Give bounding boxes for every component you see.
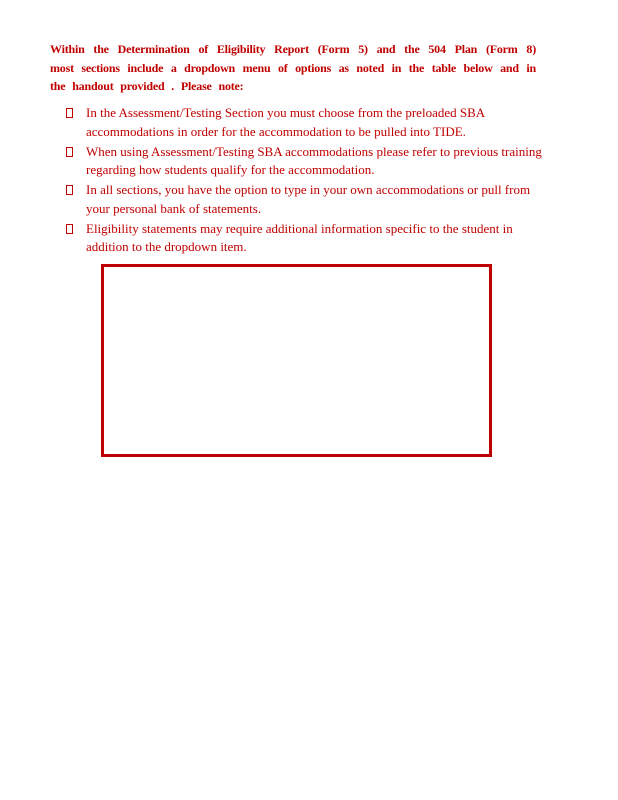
square-bullet-icon [66,108,73,118]
list-item-text: When using Assessment/Testing SBA accommodations please refer to previous training regarding how students qualify for the accommodation. [86,143,542,177]
note-list [66,104,544,258]
list-item-text: In all sections, you have the option to type in your own accommodations or pull from your personal bank of statements. [86,182,531,216]
list-item [66,143,544,180]
square-bullet-icon [66,185,73,195]
square-bullet-icon [66,224,73,234]
list-item-text: Eligibility statements may require additional information specific to the student in addition to the dropdown item. [86,220,513,254]
list-item [66,220,544,257]
empty-content-box [101,264,492,457]
list-item [66,181,544,218]
list-item-text: In the Assessment/Testing Section you must choose from the preloaded SBA accommodations in order for the accommodation to be pulled into TIDE. [86,105,485,139]
list-item [66,104,544,141]
square-bullet-icon [66,147,73,157]
intro-paragraph: Within the Determination of Eligibility Report (Form 5) and the 504 Plan (Form 8) most sections include a dropdown menu of options as noted in the table below and in the handout provided . Please note: [50,42,536,93]
